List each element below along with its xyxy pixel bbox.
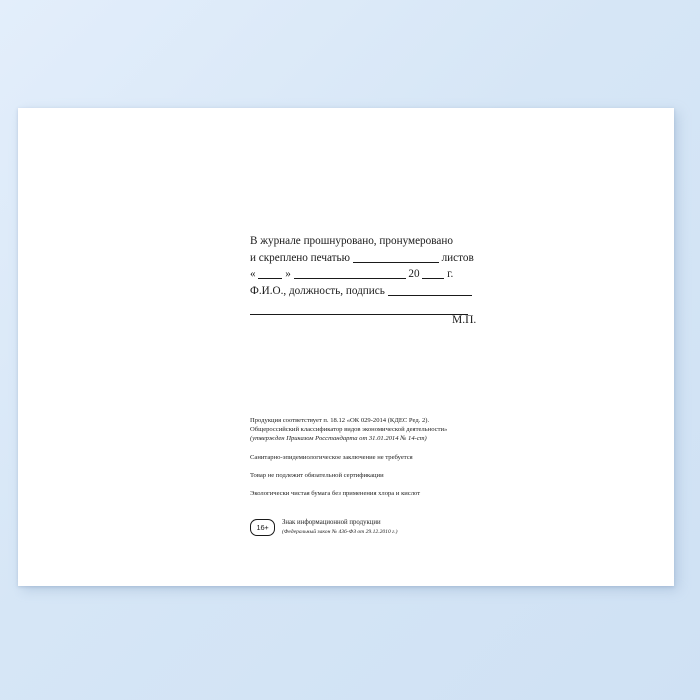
- certification-line-4: [250, 283, 480, 300]
- day-blank: [258, 266, 282, 279]
- age-mark-subtitle: (Федеральный закон № 436-ФЗ от 29.12.2010 г.): [282, 528, 398, 535]
- year-blank: [422, 266, 444, 279]
- certification-line-2: [250, 250, 480, 267]
- legal-paragraph-1-line-1: Продукция соответствует п. 18.12 «ОК 029-2014 (КДЕС Ред. 2).: [250, 417, 430, 424]
- legal-spacer-1: [250, 444, 510, 453]
- age-mark-row: [250, 519, 398, 536]
- certification-line-1: [250, 234, 480, 250]
- signature-blank: [388, 283, 472, 296]
- sheet-count-blank: [353, 250, 439, 263]
- legal-paragraph-4: Экологически чистая бумага без применения хлора и кислот: [250, 490, 421, 498]
- age-mark-text: [282, 519, 398, 536]
- date-quote-open: «: [250, 268, 256, 280]
- legal-spacer-2: [250, 462, 510, 471]
- legal-paragraph-3: Товар не подлежит обязательной сертификации: [250, 471, 384, 479]
- certification-line-3: [250, 266, 480, 283]
- document-page: [18, 108, 674, 586]
- legal-paragraph-1-line-3: (утвержден Приказом Росстандарта от 31.01.2014 № 14-ст): [250, 435, 427, 443]
- signatory-label: Ф.И.О., должность, подпись: [250, 284, 385, 297]
- page-content: [18, 108, 674, 586]
- month-blank: [294, 266, 406, 279]
- legal-spacer-3: [250, 480, 510, 489]
- signature-blank-second-line: [250, 301, 468, 315]
- year-prefix: 20: [408, 268, 420, 280]
- legal-paragraph-2: Санитарно-эпидемиологическое заключение не требуется: [250, 453, 413, 461]
- certification-line-1-text: В журнале прошнуровано, пронумеровано: [250, 235, 453, 247]
- age-mark-title: Знак информационной продукции: [282, 519, 381, 527]
- certification-line-2-suffix: листов: [441, 251, 474, 264]
- certification-line-2-text: и скреплено печатью: [250, 251, 350, 264]
- age-rating-icon: 16+: [250, 519, 275, 536]
- date-quote-close: »: [285, 268, 291, 280]
- legal-paragraph-1-line-2: Общероссийский классификатор видов экономической деятельности»: [250, 426, 448, 434]
- seal-label: М.П.: [452, 314, 477, 326]
- year-suffix: г.: [447, 268, 454, 280]
- legal-block: [250, 416, 510, 498]
- certification-block: [250, 234, 480, 315]
